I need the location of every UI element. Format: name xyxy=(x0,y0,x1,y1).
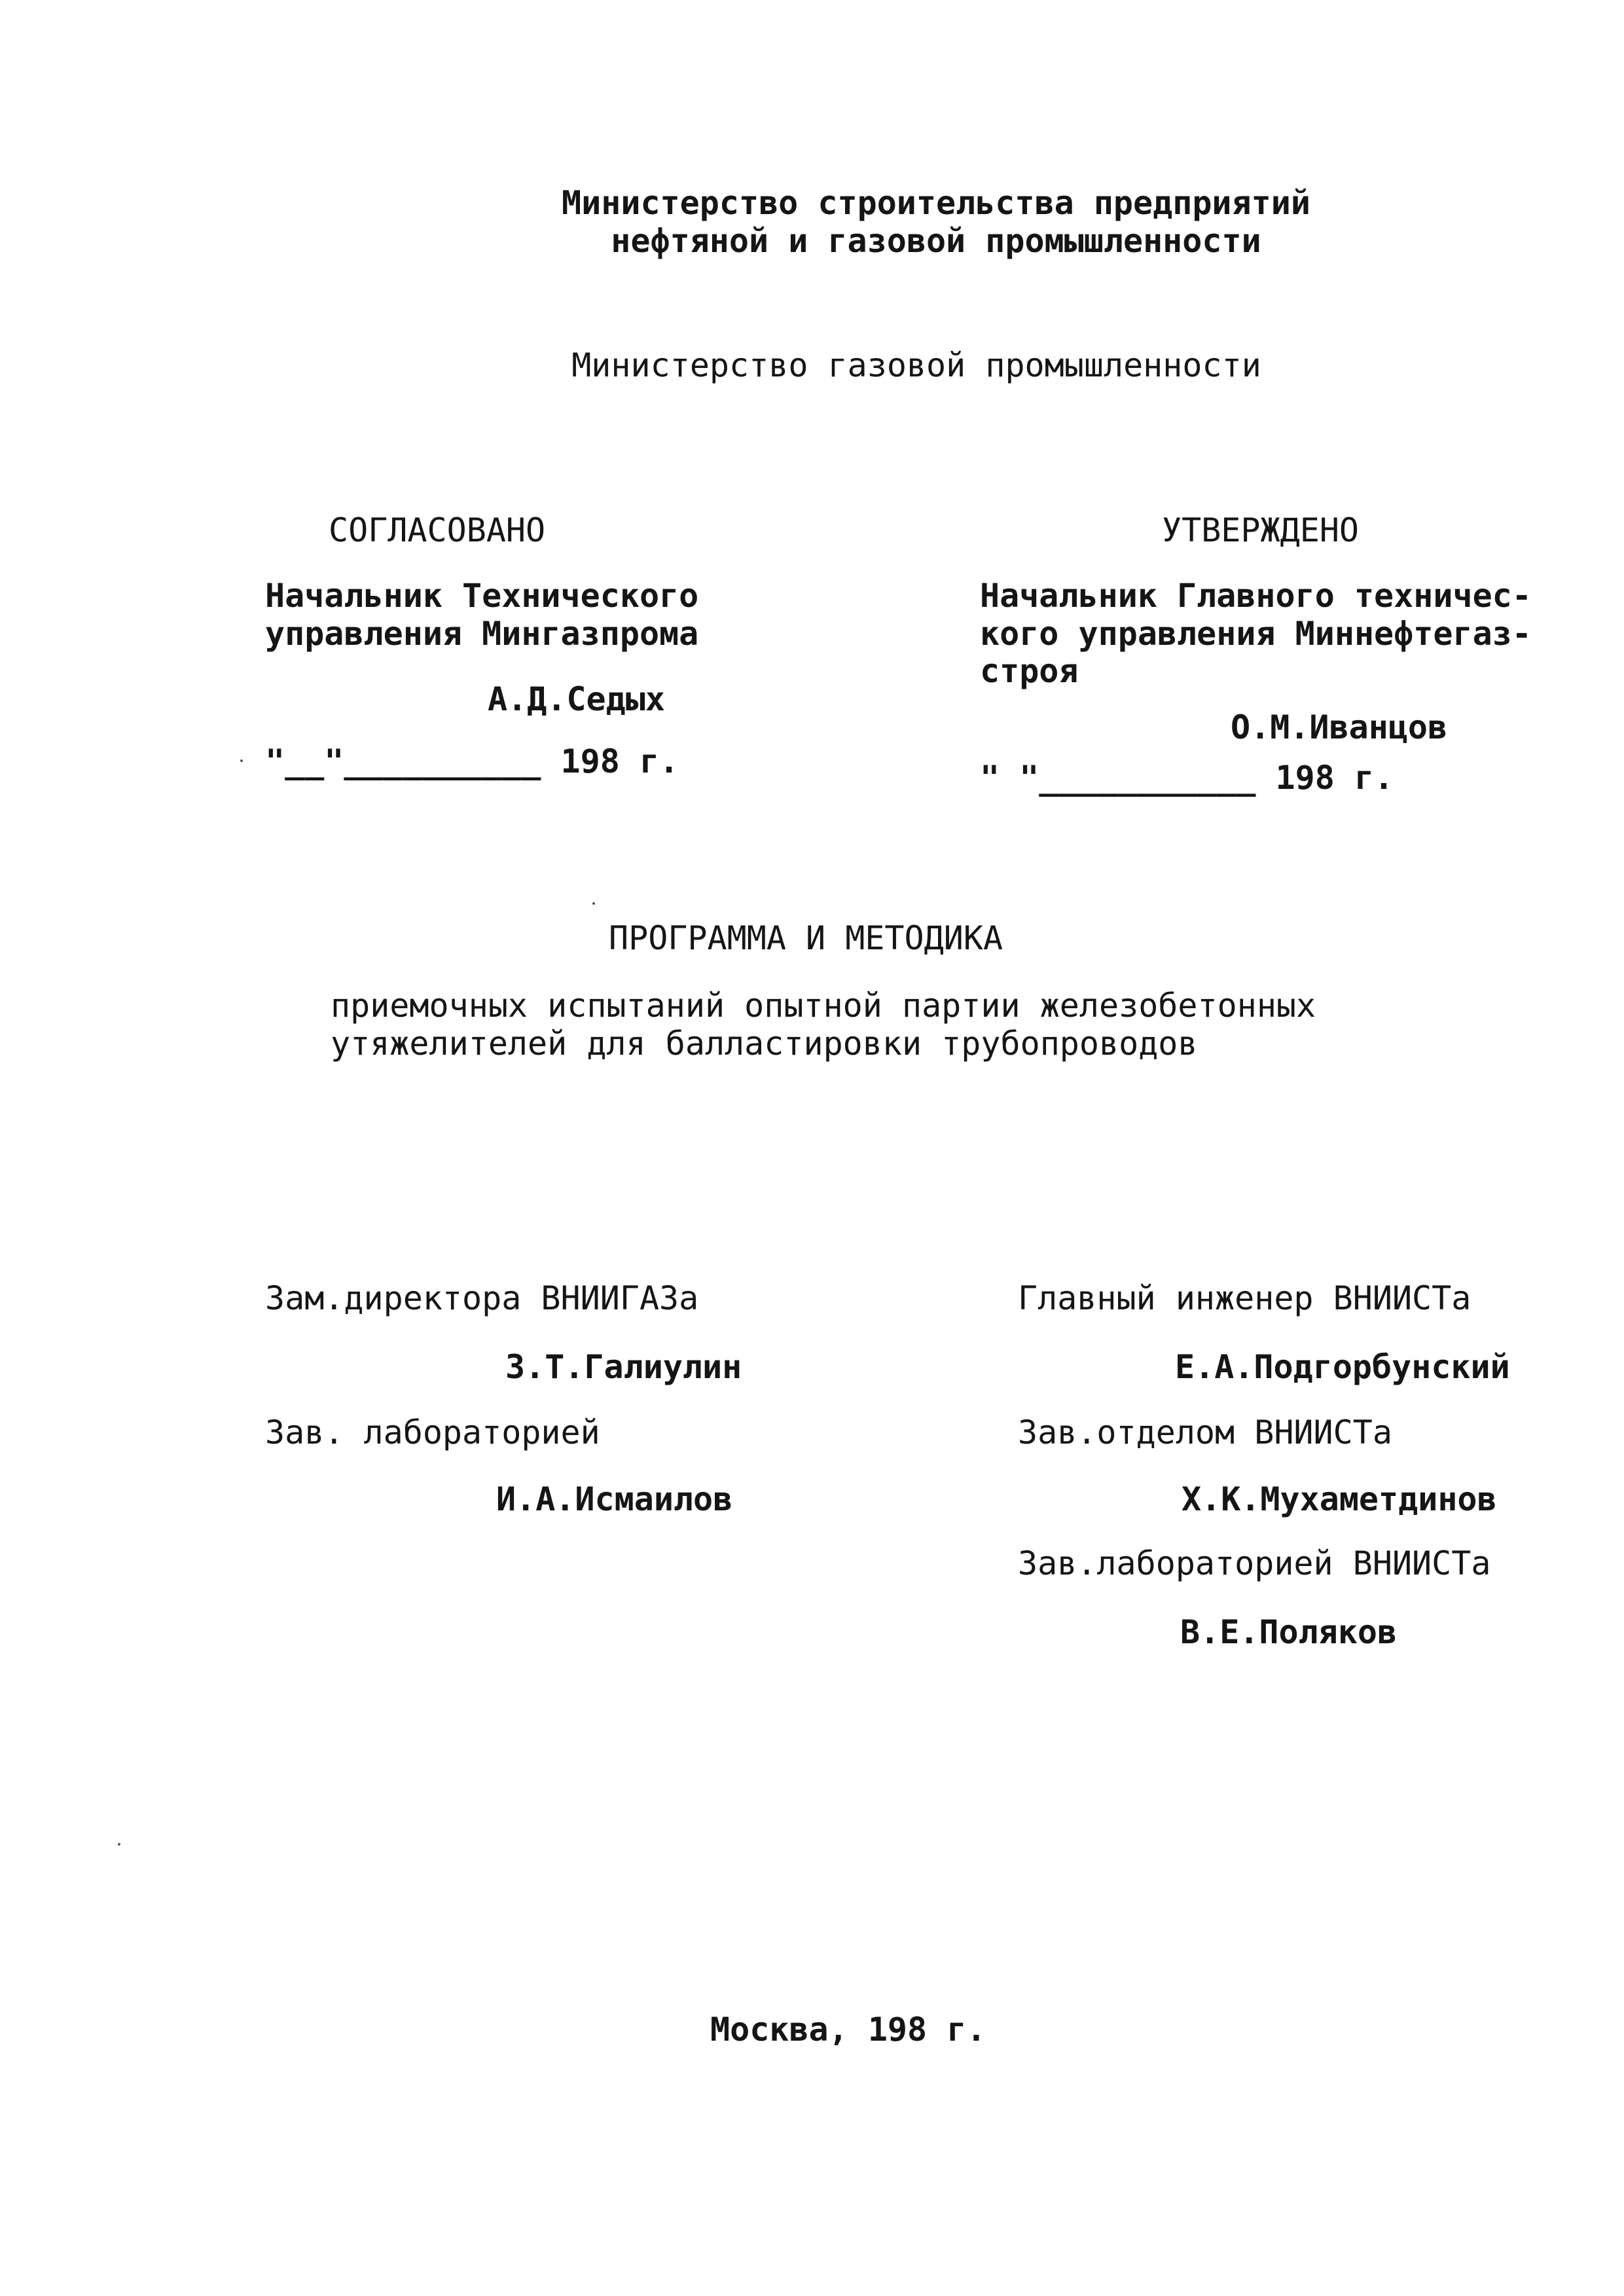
scan-speck xyxy=(118,1843,120,1846)
approval-left-label: СОГЛАСОВАНО xyxy=(329,511,546,549)
signatory-right-name-1: Е.А.Подгорбунский xyxy=(1175,1348,1510,1386)
signatory-right-role-2: Зав.отделом ВНИИСТа xyxy=(1018,1413,1392,1451)
signatory-left-role-1: Зам.директора ВНИИГАЗа xyxy=(265,1279,699,1317)
approval-left-position-line-2: управления Мингазпрома xyxy=(265,614,699,653)
approval-right-position-line-2: кого управления Миннефтегаз- xyxy=(980,614,1532,653)
signatory-left-name-1: З.Т.Галиулин xyxy=(505,1348,742,1386)
signatory-right-name-3: В.Е.Поляков xyxy=(1180,1613,1398,1651)
ministry-construction-line-2: нефтяной и газовой промышленности xyxy=(611,221,1261,260)
ministry-construction-line-1: Министерство строительства предприятий xyxy=(562,184,1310,222)
signatory-right-role-3: Зав.лабораторией ВНИИСТа xyxy=(1018,1544,1491,1582)
approval-right-label: УТВЕРЖДЕНО xyxy=(1162,511,1360,549)
approval-right-date-line: " "___________ 198 г. xyxy=(980,759,1394,797)
signatory-right-role-1: Главный инженер ВНИИСТа xyxy=(1018,1279,1471,1317)
ministry-construction-heading xyxy=(543,185,1329,260)
document-subtitle-line-1: приемочных испытаний опытной партии железобетонных xyxy=(331,987,1316,1025)
approval-left-position-line-1: Начальник Технического xyxy=(265,577,699,615)
signatory-left-name-2: И.А.Исмаилов xyxy=(496,1480,733,1518)
signatory-left-role-2: Зав. лабораторией xyxy=(265,1413,600,1451)
approval-right-signatory: О.М.Иванцов xyxy=(1231,708,1448,746)
approval-left-signatory: А.Д.Седых xyxy=(488,680,665,718)
scan-speck xyxy=(592,902,595,905)
document-subtitle xyxy=(331,987,1316,1063)
document-subtitle-line-2: утяжелителей для балластировки трубопроводов xyxy=(331,1024,1198,1063)
approval-right-position-line-1: Начальник Главного техничес- xyxy=(980,577,1532,615)
approval-left-position xyxy=(265,577,698,653)
footer-place-year: Москва, 198 г. xyxy=(710,2011,986,2049)
approval-left-date-line: "__"__________ 198 г. xyxy=(265,742,679,780)
approval-right-position-line-3: строя xyxy=(980,652,1079,690)
scan-speck xyxy=(240,759,243,762)
approval-right-position xyxy=(980,577,1532,691)
document-title: ПРОГРАММА И МЕТОДИКА xyxy=(609,919,1003,957)
ministry-gas-heading xyxy=(543,347,1290,385)
ministry-gas-line: Министерство газовой промышленности xyxy=(571,346,1261,384)
signatory-right-name-2: Х.К.Мухаметдинов xyxy=(1182,1480,1497,1518)
